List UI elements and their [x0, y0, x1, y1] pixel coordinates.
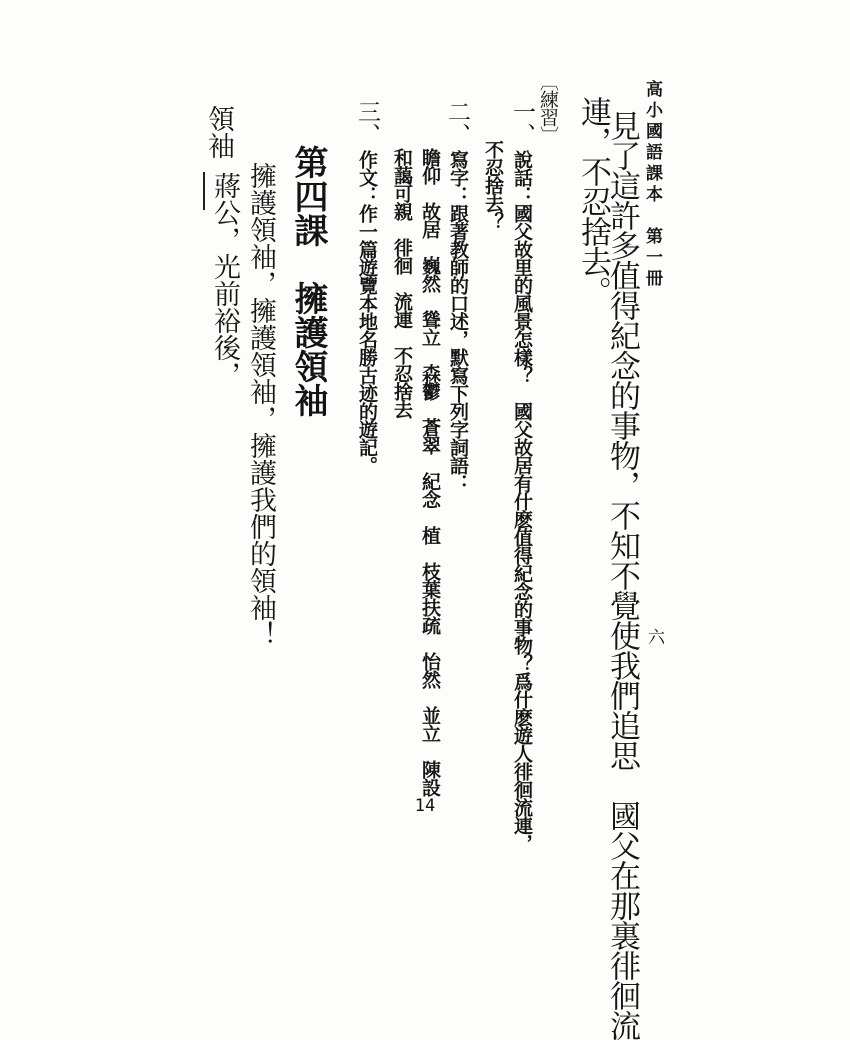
exercise-2-text: 寫字：跟著教師的口述，默寫下列字詞語：	[447, 150, 469, 492]
lesson-title: 第四課 擁護領袖	[288, 145, 328, 417]
exercise-2-words-1: 瞻仰 故居 巍然 聳立 森鬱 蒼翠 紀念 植 枝葉扶疏 怡然 並立 陳設	[419, 148, 441, 796]
passage-line-2: 連，不忍捨去。	[575, 96, 611, 306]
page-number: 14	[414, 796, 436, 816]
passage-line-1: 見了這許多值得紀念的事物，不知不覺使我們追思 國父在那裏徘徊流	[604, 110, 640, 1040]
exercise-3-number: 三、	[354, 100, 380, 146]
exercise-2-number: 二、	[444, 100, 470, 146]
poem-line-2b: 蔣公，光前裕後，	[209, 172, 240, 388]
exercise-label: 〔練習〕	[537, 72, 559, 144]
exercise-1-cont: 不忍捨去？	[482, 140, 504, 230]
exercise-3-text: 作文：作一篇遊覽本地名勝古迹的遊記。	[356, 150, 378, 474]
exercise-1-text: 說話：國父故里的風景怎樣？ 國父故居有什麽值得紀念的事物？爲什麽遊人徘徊流連，	[511, 150, 533, 852]
poem-line-1: 擁護領袖，擁護領袖，擁護我們的領袖！	[245, 162, 276, 648]
poem-line-2a: 領袖	[203, 105, 234, 159]
exercise-2-words-2: 和藹可親 徘徊 流連 不忍捨去	[391, 148, 413, 418]
running-header: 高小國語課本 第一冊	[642, 80, 662, 290]
page-marker: 六	[644, 628, 664, 649]
proper-name-mark	[203, 172, 205, 210]
exercise-1-number: 一、	[509, 100, 535, 146]
